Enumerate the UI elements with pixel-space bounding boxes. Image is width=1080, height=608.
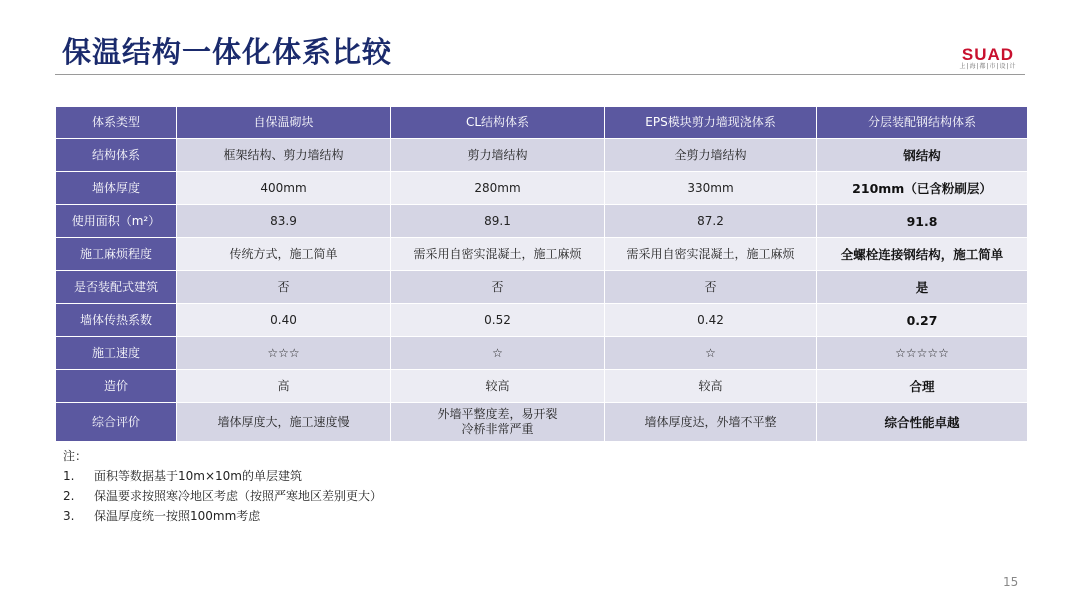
table-cell: 需采用自密实混凝土，施工麻烦 xyxy=(391,238,605,271)
row-label: 结构体系 xyxy=(56,139,177,172)
row-label: 墙体传热系数 xyxy=(56,304,177,337)
table-cell: 89.1 xyxy=(391,205,605,238)
table-cell: 综合性能卓越 xyxy=(817,403,1028,442)
notes xyxy=(63,446,382,526)
table-cell: 280mm xyxy=(391,172,605,205)
table-cell: 较高 xyxy=(605,370,817,403)
note-item xyxy=(63,466,382,486)
table-cell: 0.40 xyxy=(177,304,391,337)
note-item xyxy=(63,486,382,506)
note-number: 2. xyxy=(63,489,75,503)
header-cell: 自保温砌块 xyxy=(177,107,391,139)
cell-line: 冷桥非常严重 xyxy=(461,422,534,436)
title-divider xyxy=(55,74,1025,75)
note-number: 1. xyxy=(63,469,75,483)
table-cell: 需采用自密实混凝土，施工麻烦 xyxy=(605,238,817,271)
note-text: 保温要求按照寒冷地区考虑（按照严寒地区差别更大） xyxy=(94,489,383,503)
table-row xyxy=(56,370,1028,403)
table-cell: 全剪力墙结构 xyxy=(605,139,817,172)
table-cell: 83.9 xyxy=(177,205,391,238)
table-cell: 传统方式，施工简单 xyxy=(177,238,391,271)
table-cell: 较高 xyxy=(391,370,605,403)
table-cell: ☆☆☆ xyxy=(177,337,391,370)
table-cell: 剪力墙结构 xyxy=(391,139,605,172)
note-number: 3. xyxy=(63,509,75,523)
table-cell: 否 xyxy=(605,271,817,304)
table-cell: 210mm（已含粉刷层） xyxy=(817,172,1028,205)
table-row xyxy=(56,271,1028,304)
header-cell: CL结构体系 xyxy=(391,107,605,139)
table-cell: 0.52 xyxy=(391,304,605,337)
logo-wordmark: SUAD xyxy=(961,45,1015,64)
table-cell: 400mm xyxy=(177,172,391,205)
table-cell: 框架结构、剪力墙结构 xyxy=(177,139,391,172)
table-cell: 否 xyxy=(177,271,391,304)
table-cell: 91.8 xyxy=(817,205,1028,238)
note-text: 保温厚度统一按照100mm考虑 xyxy=(94,509,261,523)
logo-subtitle: 上|海|都|市|设|计 xyxy=(959,63,1017,70)
table-cell: 墙体厚度达，外墙不平整 xyxy=(605,403,817,442)
header-cell: 体系类型 xyxy=(56,107,177,139)
table-cell: 87.2 xyxy=(605,205,817,238)
table-cell: 否 xyxy=(391,271,605,304)
table-row xyxy=(56,337,1028,370)
table-cell: 0.42 xyxy=(605,304,817,337)
table-row xyxy=(56,139,1028,172)
table-cell: 0.27 xyxy=(817,304,1028,337)
table-cell: 钢结构 xyxy=(817,139,1028,172)
table-header-row xyxy=(56,107,1028,139)
table-row xyxy=(56,205,1028,238)
table-row xyxy=(56,238,1028,271)
table-row xyxy=(56,403,1028,442)
notes-heading: 注： xyxy=(63,449,88,463)
table-cell xyxy=(391,403,605,442)
note-item xyxy=(63,506,382,526)
table-cell: 墙体厚度大，施工速度慢 xyxy=(177,403,391,442)
table-cell: ☆ xyxy=(391,337,605,370)
header-cell: EPS模块剪力墙现浇体系 xyxy=(605,107,817,139)
comparison-table xyxy=(55,106,1028,442)
table-cell: 合理 xyxy=(817,370,1028,403)
row-label: 施工速度 xyxy=(56,337,177,370)
suad-logo xyxy=(957,46,1019,71)
row-label: 综合评价 xyxy=(56,403,177,442)
table-cell: 全螺栓连接钢结构，施工简单 xyxy=(817,238,1028,271)
row-label: 造价 xyxy=(56,370,177,403)
table-cell: 330mm xyxy=(605,172,817,205)
table-cell: ☆☆☆☆☆ xyxy=(817,337,1028,370)
table-cell: 高 xyxy=(177,370,391,403)
table-cell: ☆ xyxy=(605,337,817,370)
table-row xyxy=(56,172,1028,205)
note-text: 面积等数据基于10m×10m的单层建筑 xyxy=(94,469,302,483)
row-label: 施工麻烦程度 xyxy=(56,238,177,271)
row-label: 墙体厚度 xyxy=(56,172,177,205)
row-label: 是否装配式建筑 xyxy=(56,271,177,304)
cell-line: 外墙平整度差，易开裂 xyxy=(437,407,558,421)
page-number: 15 xyxy=(1003,575,1019,589)
row-label: 使用面积（m²） xyxy=(56,205,177,238)
slide-title: 保温结构一体化体系比较 xyxy=(62,35,393,69)
header-cell: 分层装配钢结构体系 xyxy=(817,107,1028,139)
table-cell: 是 xyxy=(817,271,1028,304)
table-row xyxy=(56,304,1028,337)
